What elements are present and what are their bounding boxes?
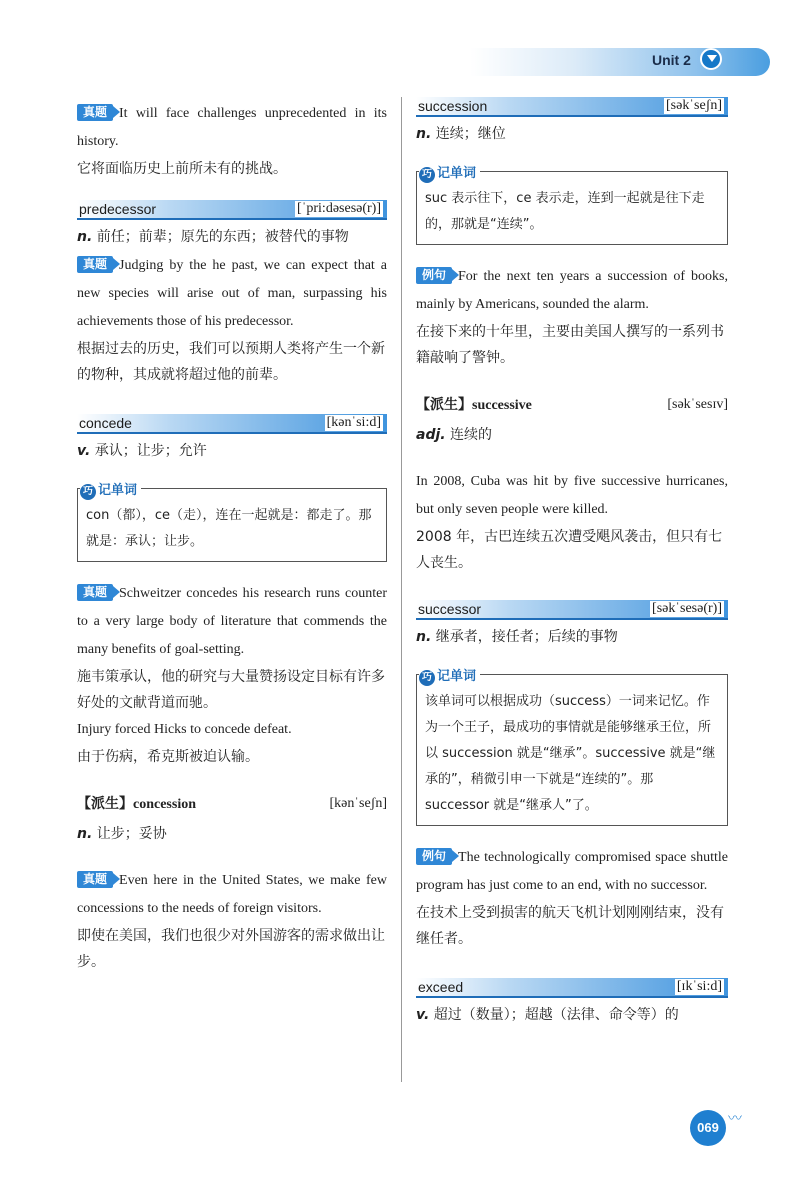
memo-box: 巧 记单词 该单词可以根据成功（success）一词来记忆。作为一个王子，最成功的事情就是能够继承王位，所以 succession 就是“继承”。successive 就是“继承的”，稍微引申一下就是“连续的”。那 successor 就是“继承人”了。: [416, 674, 728, 826]
memo-title: 巧 记单词: [80, 478, 141, 504]
chevron-down-icon: [700, 48, 722, 70]
definition: n. 让步；妥协: [77, 826, 167, 842]
liju-tag: 例句: [416, 267, 452, 284]
memo-title: 巧 记单词: [419, 161, 480, 187]
definition: adj. 连续的: [416, 427, 493, 443]
memo-box: 巧 记单词 suc 表示往下，ce 表示走，连到一起就是往下走的，那就是“连续”。: [416, 171, 728, 245]
example-en: In 2008, Cuba was hit by five successive hurricanes, but only seven people were killed.: [416, 474, 728, 517]
phonetic: [kənˈseʃn]: [329, 796, 387, 811]
unit-label: Unit 2: [652, 52, 691, 68]
definition: n. 继承者，接任者；后续的事物: [416, 629, 618, 645]
example-cn: 即使在美国，我们也很少对外国游客的需求做出让步。: [77, 928, 385, 970]
definition: v. 超过（数量）；超越（法律、命令等）的: [416, 1007, 679, 1023]
derivative-concession: 【派生】concession [kənˈseʃn]: [77, 792, 387, 817]
example-en: 例句 For the next ten years a succession of books, mainly by Americans, sounded the alarm.: [416, 268, 728, 312]
bulb-icon: 巧: [80, 484, 96, 500]
phonetic: [ɪkˈsi:d]: [676, 979, 722, 994]
example-cn: 2008 年，古巴连续五次遭受飓风袭击，但只有七人丧生。: [416, 529, 723, 571]
definition: v. 承认；让步；允许: [77, 443, 207, 459]
right-column: [416, 97, 728, 1030]
zhenti-tag: 真题: [77, 871, 113, 888]
unit-banner: [470, 48, 770, 76]
left-column: [77, 100, 387, 975]
zhenti-tag: 真题: [77, 104, 113, 121]
example-en: 真题 Judging by the he past, we can expect that a new species will arise out of man, surpassing his achievements those of his predecessor.: [77, 257, 387, 329]
word-header-predecessor: [77, 200, 387, 220]
definition: n. 前任；前辈；原先的东西；被替代的事物: [77, 229, 349, 245]
headword: predecessor: [79, 201, 157, 217]
phonetic: [səkˈseʃn]: [666, 98, 722, 113]
example-en: 例句 The technologically compromised space shuttle program has just come to an end, with no successor.: [416, 849, 728, 893]
example-cn: 在技术上受到损害的航天飞机计划刚刚结束，没有继任者。: [416, 905, 724, 947]
example-en: 真题 It will face challenges unprecedented in its history.: [77, 105, 387, 149]
example-en: 真题 Schweitzer concedes his research runs counter to a very large body of literature that commends the many benefits of goal-setting.: [77, 585, 387, 657]
derivative-successive: 【派生】successive [səkˈsesɪv]: [416, 393, 728, 418]
bulb-icon: 巧: [419, 167, 435, 183]
example-en: 真题 Even here in the United States, we make few concessions to the needs of foreign visitors.: [77, 872, 387, 916]
word-header-exceed: [416, 978, 728, 998]
liju-tag: 例句: [416, 848, 452, 865]
headword: exceed: [418, 979, 464, 995]
memo-title: 巧 记单词: [419, 664, 480, 690]
column-divider: [401, 97, 402, 1082]
phonetic: [ˈpri:dəsesə(r)]: [297, 201, 381, 216]
word-header-concede: [77, 414, 387, 434]
definition: n. 连续；继位: [416, 126, 506, 142]
example-en: Injury forced Hicks to concede defeat.: [77, 722, 292, 737]
example-cn: 由于伤病，希克斯被迫认输。: [77, 749, 259, 765]
zhenti-tag: 真题: [77, 256, 113, 273]
bulb-icon: 巧: [419, 670, 435, 686]
word-header-successor: [416, 600, 728, 620]
wave-icon: 〰: [728, 1111, 742, 1127]
page-number: 069: [690, 1110, 726, 1146]
headword: succession: [418, 98, 488, 114]
phonetic: [kənˈsi:d]: [326, 415, 381, 430]
phonetic: [səkˈsesɪv]: [667, 397, 728, 412]
word-header-succession: [416, 97, 728, 117]
headword: concede: [79, 415, 132, 431]
headword: successor: [418, 601, 482, 617]
example-cn: 在接下来的十年里，主要由美国人撰写的一系列书籍敲响了警钟。: [416, 324, 724, 366]
example-cn: 它将面临历史上前所未有的挑战。: [77, 161, 287, 177]
example-cn: 施韦策承认，他的研究与大量赞扬设定目标有许多好处的文献背道而驰。: [77, 669, 385, 711]
example-cn: 根据过去的历史，我们可以预期人类将产生一个新的物种，其成就将超过他的前辈。: [77, 341, 385, 383]
phonetic: [səkˈsesə(r)]: [652, 601, 722, 616]
memo-box: 巧 记单词 con（都），ce（走），连在一起就是：都走了。那就是：承认；让步。: [77, 488, 387, 562]
zhenti-tag: 真题: [77, 584, 113, 601]
